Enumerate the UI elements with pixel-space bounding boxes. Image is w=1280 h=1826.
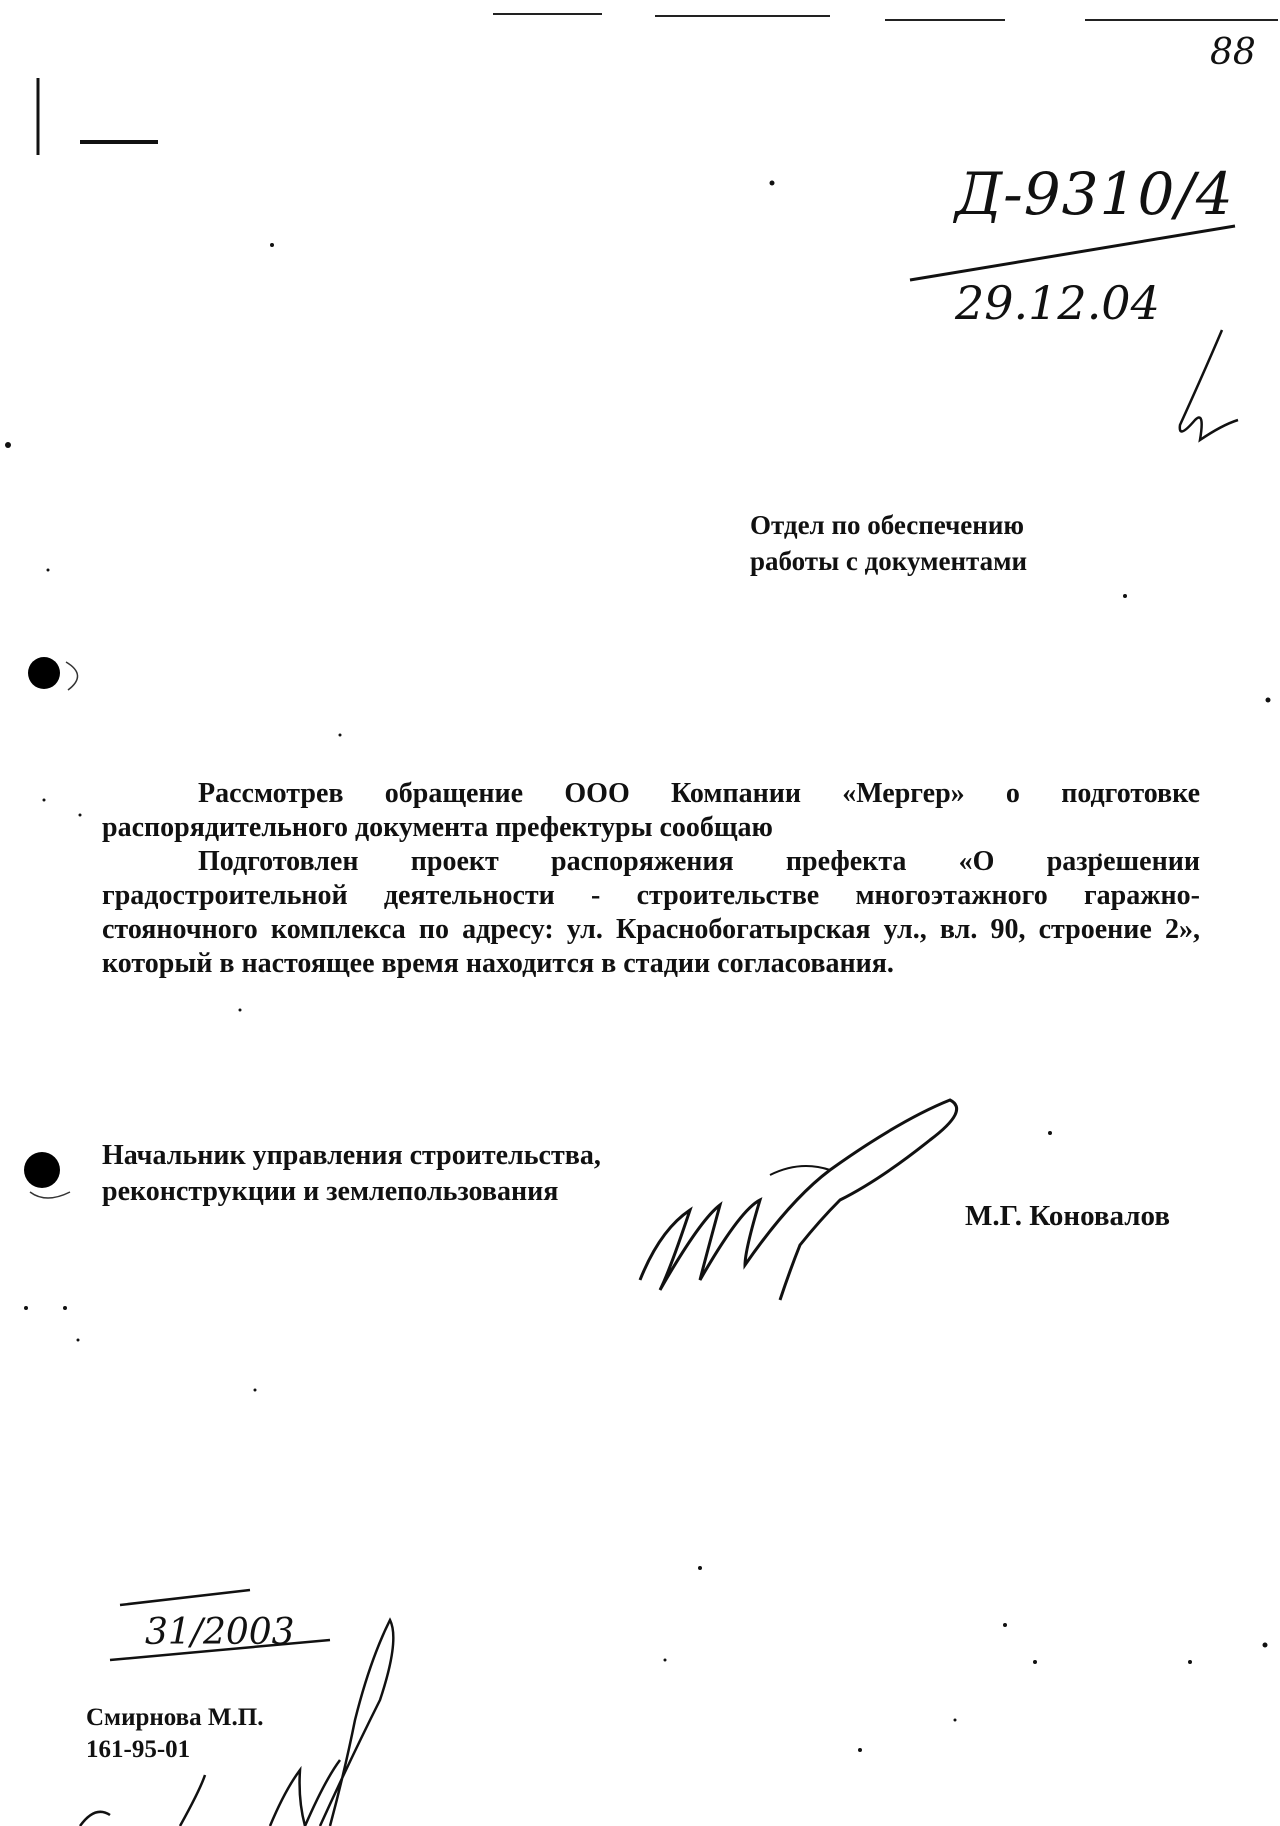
addressee-block [750,507,1095,579]
addressee-line: работы с документами [750,546,1028,576]
executor-phone: 161-95-01 [86,1736,191,1763]
signatory-position [102,1138,601,1210]
executor-name: Смирнова М.П. [86,1704,264,1731]
position-line: реконструкции и землепользования [102,1176,559,1207]
visa-mark: 31/2003 [145,1612,295,1653]
addressee-line: Отдел по обеспечению [750,510,1025,540]
body-paragraph: Подготовлен проект распоряжения префекта «О разрешении градостроительной деятельности - строительстве многоэтажного гаражно-стояночного комплекса по адресу: ул. Краснобогатырская ул., вл. 90, строение 2», который в настоящее время находится в стадии согласования. [102,846,1200,979]
body-paragraph: Рассмотрев обращение ООО Компании «Мергер» о подготовке распорядительного документа префектуры сообщаю [102,778,1200,843]
registration-date: 29.12.04 [955,276,1160,330]
registration-number: Д-9310/4 [955,160,1234,228]
position-line: Начальник управления строительства, [102,1140,601,1171]
page-number: 88 [1210,32,1256,73]
letter-body [102,777,1200,981]
signatory-name: М.Г. Коновалов [965,1200,1170,1232]
